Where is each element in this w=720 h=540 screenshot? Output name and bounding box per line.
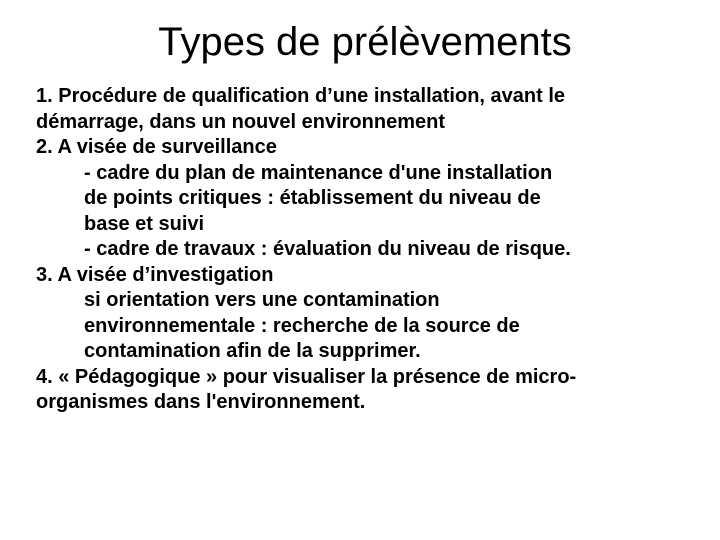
item-3-heading: 3. A visée d’investigation	[36, 263, 274, 286]
slide-body	[36, 84, 696, 416]
item-4-line-2: organismes dans l'environnement.	[36, 391, 366, 413]
item-4-line-1: 4. « Pédagogique » pour visualiser la présence de micro-	[36, 365, 577, 388]
item-2-sub-line-3: base et suivi	[84, 212, 205, 235]
item-2-sub-line-4: - cadre de travaux : évaluation du niveau de risque.	[84, 238, 571, 260]
item-1-line-2: démarrage, dans un nouvel environnement	[36, 110, 445, 133]
item-3-sub-line-3: contamination afin de la supprimer.	[84, 340, 421, 362]
item-3-sub-line-1: si orientation vers une contamination	[84, 289, 440, 311]
item-1-line-1: 1. Procédure de qualification d’une installation, avant le	[36, 85, 566, 107]
slide-title: Types de prélèvements	[158, 20, 572, 64]
item-2-heading: 2. A visée de surveillance	[36, 136, 277, 158]
item-2-sub-line-2: de points critiques : établissement du niveau de	[84, 187, 541, 209]
item-2-sub-line-1: - cadre du plan de maintenance d'une installation	[84, 161, 553, 184]
item-3-sub-line-2: environnementale : recherche de la source de	[84, 314, 520, 337]
